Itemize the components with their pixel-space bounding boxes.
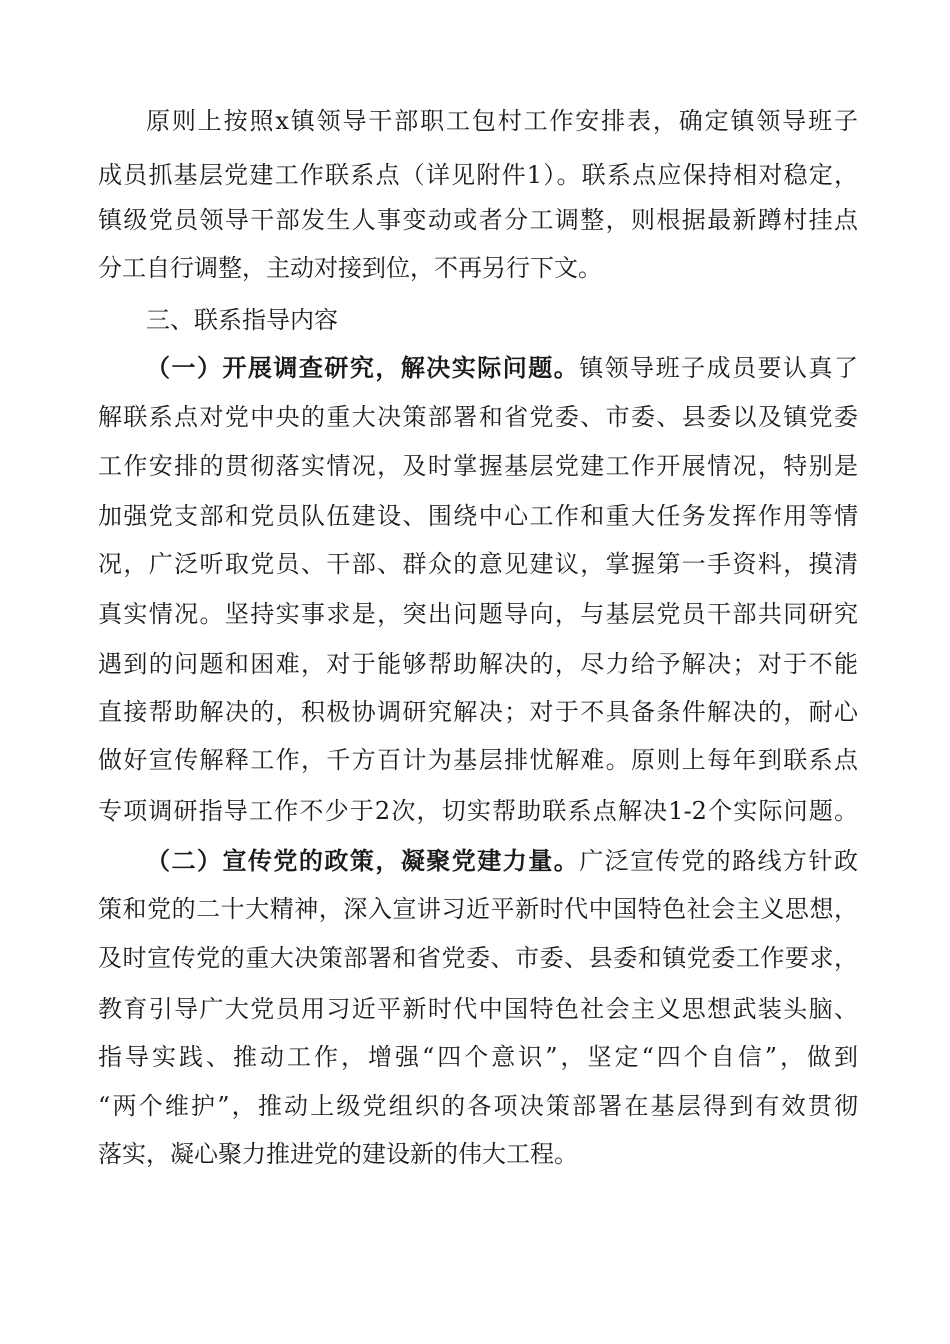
item1-line-1 — [146, 353, 858, 383]
item2-line-4: 教育引导广大党员用习近平新时代中国特色社会主义思想武装头脑、 — [98, 995, 858, 1023]
item2-line-5: 指导实践、推动工作，增强“四个意识”，坚定“四个自信”，做到 — [98, 1043, 858, 1071]
item1-bold-lead: （一）开展调查研究，解决实际问题。 — [146, 353, 580, 382]
item1-line-10: 专项调研指导工作不少于2次，切实帮助联系点解决1-2个实际问题。 — [98, 797, 858, 825]
item1-line-4: 加强党支部和党员队伍建设、围绕中心工作和重大任务发挥作用等情 — [98, 502, 858, 530]
item1-line-2: 解联系点对党中央的重大决策部署和省党委、市委、县委以及镇党委 — [98, 403, 858, 431]
para1-line-4: 分工自行调整，主动对接到位，不再另行下文。 — [98, 254, 602, 282]
item1-line-9: 做好宣传解释工作，千方百计为基层排忧解难。原则上每年到联系点 — [98, 746, 858, 774]
item1-line-6: 真实情况。坚持实事求是，突出问题导向，与基层党员干部共同研究 — [98, 600, 858, 628]
item2-line-7: 落实，凝心聚力推进党的建设新的伟大工程。 — [98, 1140, 578, 1168]
para1-line-1: 原则上按照x镇领导干部职工包村工作安排表，确定镇领导班子 — [146, 107, 858, 135]
item1-line-5: 况，广泛听取党员、干部、群众的意见建议，掌握第一手资料，摸清 — [98, 550, 858, 578]
item1-line-8: 直接帮助解决的，积极协调研究解决；对于不具备条件解决的，耐心 — [98, 698, 858, 726]
para1-line-2: 成员抓基层党建工作联系点（详见附件1）。联系点应保持相对稳定， — [98, 161, 858, 189]
item2-line-6: “两个维护”，推动上级党组织的各项决策部署在基层得到有效贯彻 — [98, 1092, 858, 1120]
para1-line-3: 镇级党员领导干部发生人事变动或者分工调整，则根据最新蹲村挂点 — [98, 206, 858, 234]
item2-first-line-rest: 广泛宣传党的路线方针政 — [579, 847, 859, 875]
item2-line-1 — [146, 846, 858, 876]
section-heading: 三、联系指导内容 — [146, 306, 338, 334]
item1-first-line-rest: 镇领导班子成员要认真了 — [579, 354, 859, 382]
item2-line-2: 策和党的二十大精神，深入宣讲习近平新时代中国特色社会主义思想， — [98, 895, 858, 923]
item1-line-7: 遇到的问题和困难，对于能够帮助解决的，尽力给予解决；对于不能 — [98, 650, 858, 678]
item2-line-3: 及时宣传党的重大决策部署和省党委、市委、县委和镇党委工作要求， — [98, 944, 858, 972]
item1-line-3: 工作安排的贯彻落实情况，及时掌握基层党建工作开展情况，特别是 — [98, 452, 858, 480]
item2-bold-lead: （二）宣传党的政策，凝聚党建力量。 — [146, 846, 580, 875]
